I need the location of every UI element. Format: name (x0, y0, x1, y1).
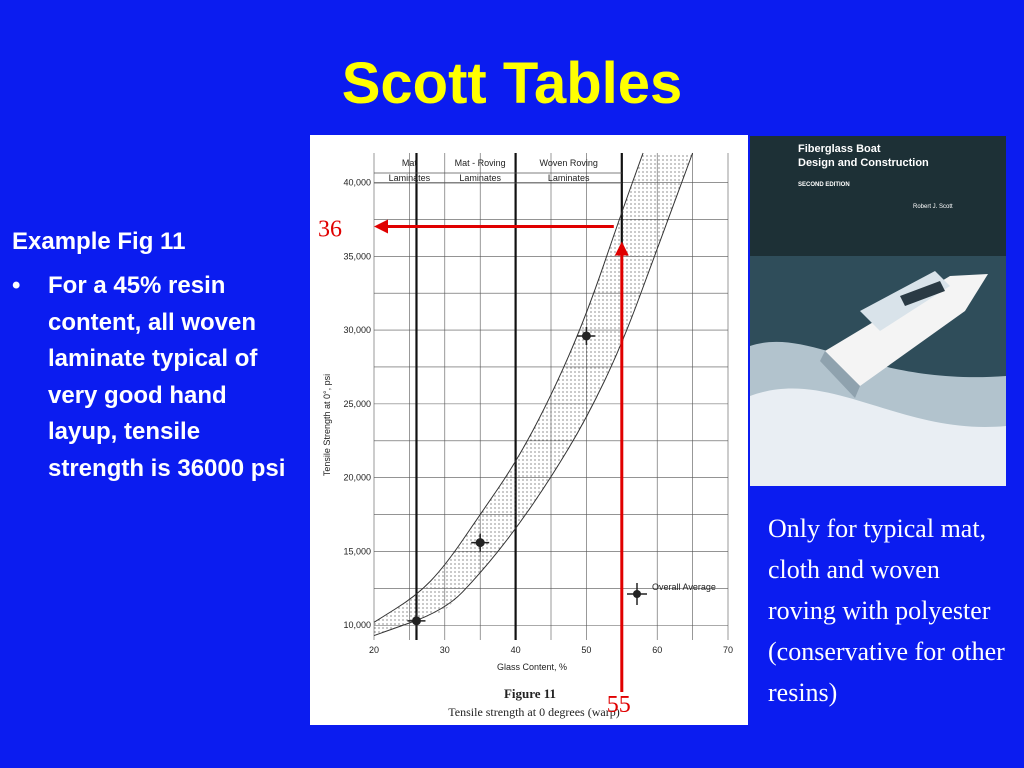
x-tick-label: 50 (581, 645, 592, 655)
legend-label: Overall Average (652, 582, 716, 592)
book-title-line1: Fiberglass Boat (798, 143, 881, 155)
x-tick-label: 20 (368, 645, 380, 655)
scott-figure-11 (310, 135, 748, 725)
x-value-annotation: 55 (606, 692, 631, 718)
book-cover (750, 136, 1006, 486)
header-group-label: Mat - Roving (454, 158, 506, 168)
header-group-label: Woven Roving (539, 158, 598, 168)
x-tick-label: 30 (439, 645, 450, 655)
slide-title: Scott Tables (341, 51, 683, 116)
header-group-sublabel: Laminates (547, 173, 590, 183)
red-arrows (318, 217, 631, 718)
figure-caption: Tensile strength at 0 degrees (warp) (448, 705, 620, 719)
figure-label: Figure 11 (503, 686, 557, 701)
average-point-marker (582, 331, 591, 340)
example-heading: Example Fig 11 (12, 228, 186, 255)
y-value-annotation: 36 (318, 216, 342, 243)
y-tick-label: 40,000 (343, 177, 371, 188)
average-point-marker (476, 538, 485, 547)
x-tick-label: 70 (722, 645, 734, 655)
x-tick-label: 40 (510, 645, 521, 655)
x-tick-label: 60 (652, 645, 663, 655)
book-edition: SECOND EDITION (798, 182, 850, 188)
legend (627, 582, 716, 605)
header-group-sublabel: Laminates (459, 173, 501, 183)
y-tick-label: 10,000 (343, 620, 371, 631)
book-title-line2: Design and Construction (798, 157, 929, 169)
legend-marker (633, 590, 641, 598)
average-point-marker (412, 616, 421, 625)
header-group-sublabel: Laminates (388, 173, 431, 183)
y-axis-label: Tensile Strength at 0°, psi (322, 373, 332, 477)
bullet-text: For a 45% resin content, all woven laminate typical of very good hand layup, tensile strength is 36000 psi (48, 272, 286, 482)
book-author: Robert J. Scott (913, 204, 953, 210)
horizontal-arrow-head (374, 220, 388, 234)
y-tick-label: 35,000 (343, 251, 371, 262)
upper-curve (374, 153, 643, 622)
y-tick-label: 30,000 (343, 325, 371, 336)
y-tick-label: 15,000 (343, 546, 371, 557)
bullet-item (12, 268, 302, 487)
laminate-headers (389, 158, 598, 183)
header-group-label: Mat (401, 158, 417, 168)
y-tick-label: 20,000 (343, 472, 371, 483)
y-tick-label: 25,000 (343, 398, 371, 409)
note-text: Only for typical mat, cloth and woven roving with polyester (conservative for other resins) (768, 514, 1005, 707)
chart-svg (310, 135, 748, 725)
bullet-dot-icon: • (12, 272, 21, 299)
x-axis-label: Glass Content, % (496, 662, 568, 672)
example-text-block (12, 228, 302, 487)
